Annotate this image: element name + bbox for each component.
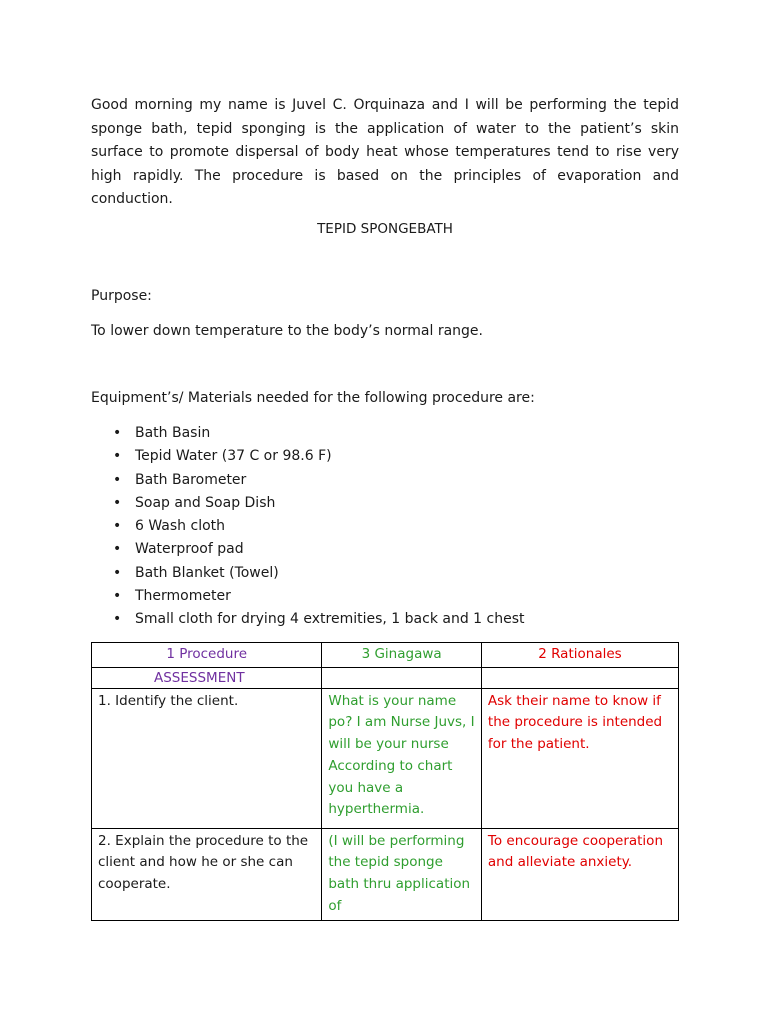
purpose-label: Purpose: (91, 288, 152, 304)
equipment-item: • Tepid Water (37 C or 98.6 F) (91, 445, 525, 468)
purpose-text: To lower down temperature to the body’s normal range. (91, 323, 483, 339)
equipment-heading: Equipment’s/ Materials needed for the following procedure are: (91, 390, 535, 406)
empty-cell (322, 667, 482, 688)
document-title: TEPID SPONGEBATH (317, 221, 453, 237)
equipment-item: • 6 Wash cloth (91, 515, 525, 538)
table-row (92, 688, 679, 828)
ginagawa-cell: (I will be performing the tepid sponge bath thru application of (322, 828, 482, 920)
equipment-item: • Bath Basin (91, 422, 525, 445)
ginagawa-cell: What is your name po? I am Nurse Juvs, I will be your nurse According to chart you have a hyperthermia. (322, 688, 482, 828)
header-procedure: 1 Procedure (92, 643, 322, 668)
rationale-cell: To encourage cooperation and alleviate anxiety. (481, 828, 678, 920)
procedure-cell: 2. Explain the procedure to the client and how he or she can cooperate. (92, 828, 322, 920)
equipment-item: • Thermometer (91, 585, 525, 608)
section-assessment: ASSESSMENT (92, 667, 322, 688)
equipment-list (91, 422, 525, 632)
procedure-table (91, 642, 679, 921)
intro-paragraph: Good morning my name is Juvel C. Orquinaza and I will be performing the tepid sponge bath, tepid sponging is the application of water to the patient’s skin surface to promote dispersal of body heat whose temperatures tend to rise very high rapidly. The procedure is based on the principles of evaporation and conduction. (91, 97, 679, 207)
equipment-item: • Bath Barometer (91, 469, 525, 492)
procedure-cell: 1. Identify the client. (92, 688, 322, 828)
rationale-cell: Ask their name to know if the procedure is intended for the patient. (481, 688, 678, 828)
table-header-row (92, 643, 679, 668)
empty-cell (481, 667, 678, 688)
table-section-row (92, 667, 679, 688)
equipment-item: • Bath Blanket (Towel) (91, 562, 525, 585)
equipment-item: • Small cloth for drying 4 extremities, 1 back and 1 chest (91, 608, 525, 631)
header-rationales: 2 Rationales (481, 643, 678, 668)
equipment-item: • Waterproof pad (91, 538, 525, 561)
header-ginagawa: 3 Ginagawa (322, 643, 482, 668)
equipment-item: • Soap and Soap Dish (91, 492, 525, 515)
table-row (92, 828, 679, 920)
